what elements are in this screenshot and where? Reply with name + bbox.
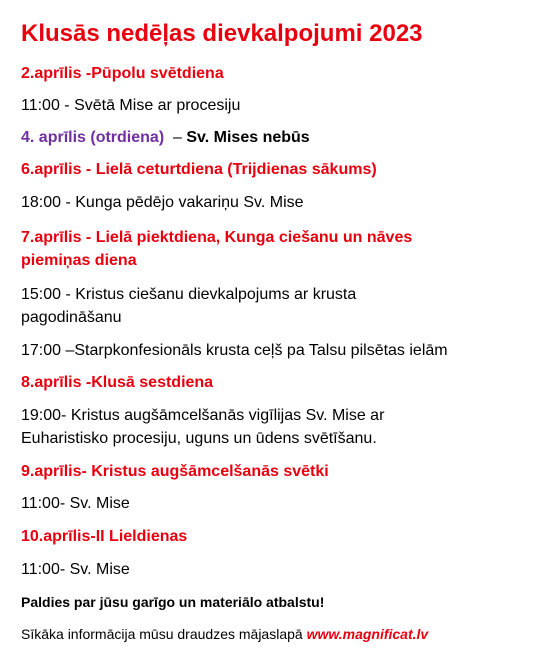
day-heading-apr2: 2.aprīlis -Pūpolu svētdiena xyxy=(21,65,224,82)
service-apr7-1-line2: pagodināšanu xyxy=(21,309,122,326)
notice-text: Sv. Mises nebūs xyxy=(186,129,310,146)
service-apr8-line2: Euharistisko procesiju, uguns un ūdens svētīšanu. xyxy=(21,430,377,447)
day-heading-apr8: 8.aprīlis -Klusā sestdiena xyxy=(21,374,214,391)
day-heading-apr6: 6.aprīlis - Lielā ceturtdiena (Trijdienas sākums) xyxy=(21,161,377,178)
service-apr10: 11:00- Sv. Mise xyxy=(21,561,130,578)
day-heading-apr7-line2: piemiņas diena xyxy=(21,252,137,269)
service-apr7-2: 17:00 –Starpkonfesionāls krusta ceļš pa Talsu pilsētas ielām xyxy=(21,342,448,359)
service-apr6: 18:00 - Kunga pēdējo vakariņu Sv. Mise xyxy=(21,194,304,211)
day-heading-apr10: 10.aprīlis-II Lieldienas xyxy=(21,528,188,545)
notice-date: 4. aprīlis (otrdiena) xyxy=(21,129,165,146)
notice-apr4 xyxy=(21,126,310,149)
website-link[interactable]: www.magnificat.lv xyxy=(306,626,429,642)
service-apr7-1-line1: 15:00 - Kristus ciešanu dievkalpojums ar krusta xyxy=(21,286,357,303)
thanks-note: Paldies par jūsu garīgo un materiālo atbalstu! xyxy=(21,594,325,610)
day-heading-apr7-line1: 7.aprīlis - Lielā piektdiena, Kunga ciešanu un nāves xyxy=(21,229,413,246)
page-title: Klusās nedēļas dievkalpojumi 2023 xyxy=(21,20,423,47)
notice-dash: – xyxy=(164,129,187,146)
service-apr8-line1: 19:00- Kristus augšāmcelšanās vigīlijas Sv. Mise ar xyxy=(21,407,385,424)
info-text: Sīkāka informācija mūsu draudzes mājaslapā xyxy=(21,626,307,642)
service-apr9: 11:00- Sv. Mise xyxy=(21,495,130,512)
service-apr2: 11:00 - Svētā Mise ar procesiju xyxy=(21,97,241,114)
day-heading-apr9: 9.aprīlis- Kristus augšāmcelšanās svētki xyxy=(21,463,329,480)
info-line xyxy=(21,623,428,646)
